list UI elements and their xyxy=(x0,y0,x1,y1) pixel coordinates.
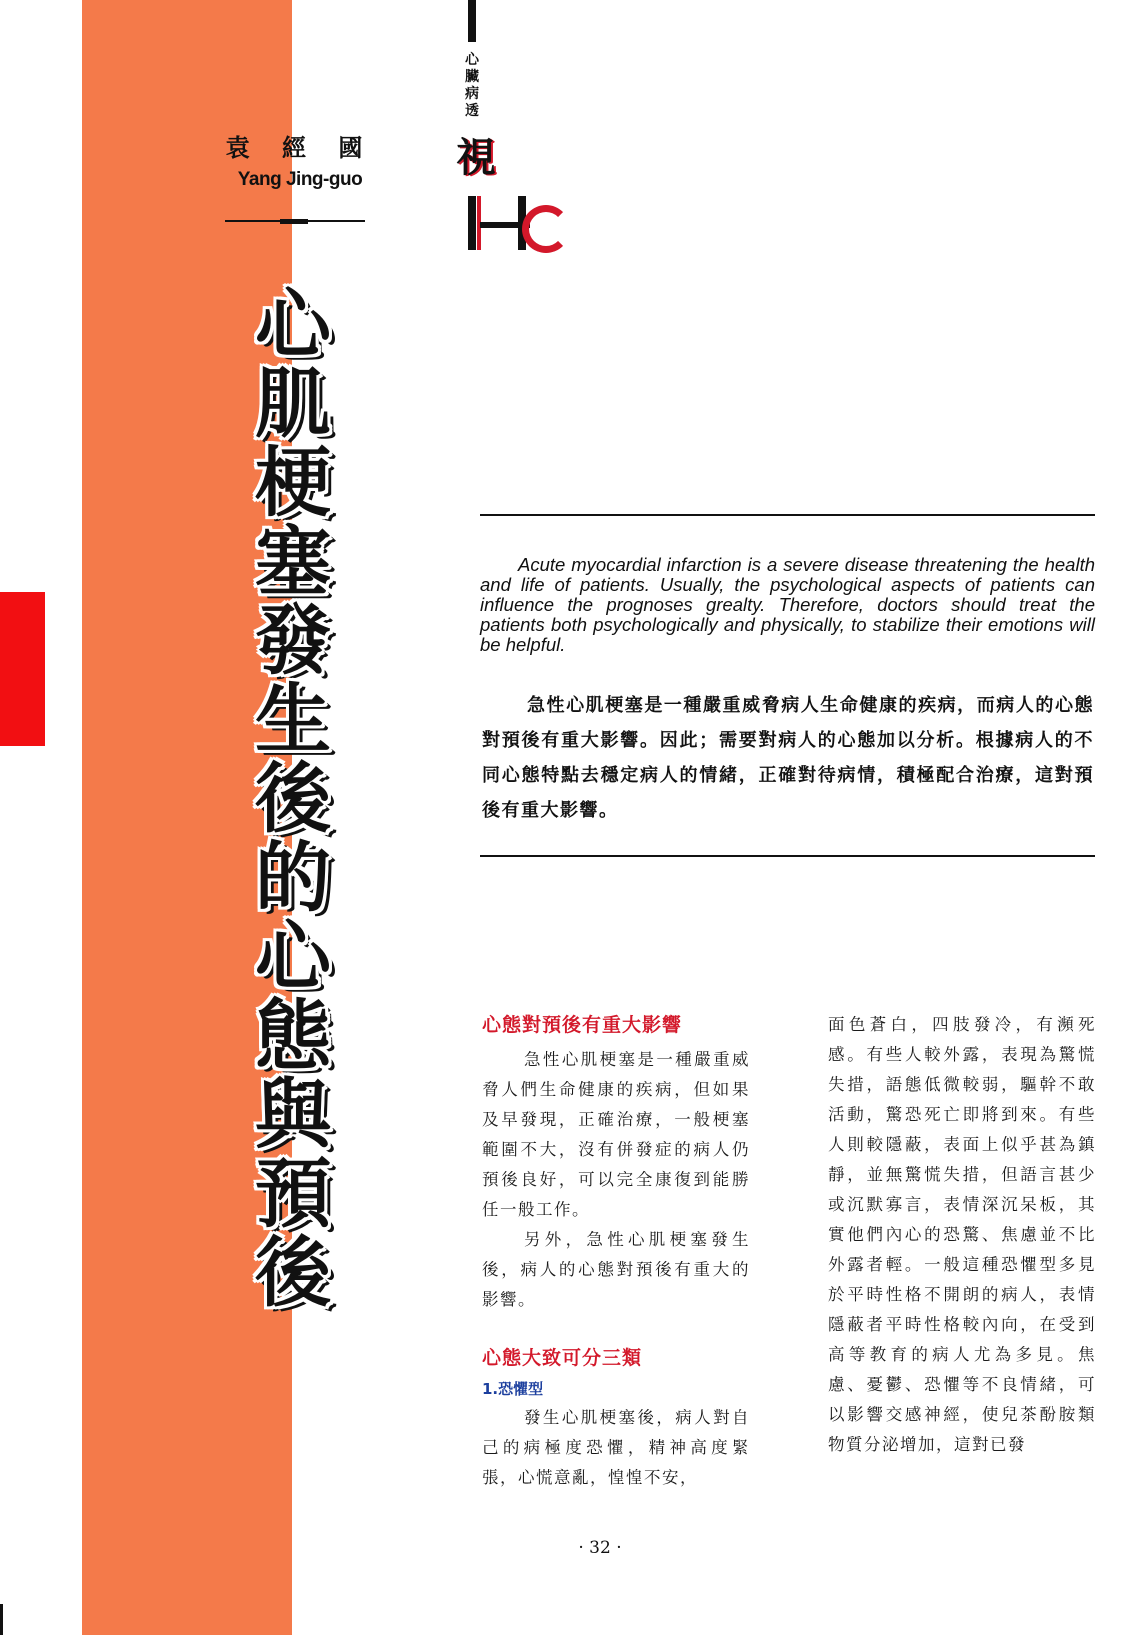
column-big-char: 視 xyxy=(456,134,496,181)
body-column-right xyxy=(828,1010,1096,1460)
title-char: 心 xyxy=(255,280,331,369)
title-char: 塞 xyxy=(255,517,331,606)
author-divider-mark xyxy=(280,219,308,224)
title-char: 與 xyxy=(255,1070,331,1159)
title-char: 後 xyxy=(255,754,331,843)
body-paragraph: 面色蒼白，四肢發冷，有瀕死感。有些人較外露，表現為驚慌失措，語態低微較弱，驅幹不敢活動，驚恐死亡即將到來。有些人則較隱蔽，表面上似乎甚為鎮靜，並無驚慌失措，但語言甚少或沉默寡言，表情深沉呆板，其實他們內心的恐驚、焦慮並不比外露者輕。一般這種恐懼型多見於平時性格不開朗的病人，表情隱蔽者平時性格較內向，在受到高等教育的病人尤為多見。焦慮、憂鬱、恐懼等不良情緒，可以影響交感神經，使兒茶酚胺類物質分泌增加，這對已發 xyxy=(828,1015,1096,1454)
title-char: 後 xyxy=(255,1228,331,1317)
title-char: 發 xyxy=(255,596,331,685)
subheading-fear-type: 1.恐懼型 xyxy=(482,1380,544,1398)
title-char: 生 xyxy=(255,675,331,764)
page-number: · 32 · xyxy=(578,1538,622,1558)
column-vertical-label: 心 臟 病 透 xyxy=(465,52,479,119)
title-char: 預 xyxy=(255,1149,331,1238)
article-title-vertical xyxy=(248,280,338,1317)
body-paragraph: 另外，急性心肌梗塞發生後，病人的心態對預後有重大的影響。 xyxy=(482,1230,750,1309)
body-column-left xyxy=(482,1010,750,1493)
abstract-chinese: 急性心肌梗塞是一種嚴重威脅病人生命健康的疾病，而病人的心態對預後有重大影響。因此；需要對病人的心態加以分析。根據病人的不同心態特點去穩定病人的情緒，正確對待病情，積極配合治療，這對預後有重大影響。 xyxy=(482,695,1094,821)
red-edge-tab xyxy=(0,592,45,746)
author-block xyxy=(225,128,375,191)
logo-letter-c-ring xyxy=(522,205,570,253)
author-name-cn: 袁 經 國 xyxy=(225,134,375,162)
title-char: 態 xyxy=(255,991,331,1080)
title-char: 心 xyxy=(255,912,331,1001)
section-heading-three-types: 心態大致可分三類 xyxy=(482,1347,643,1369)
title-char: 梗 xyxy=(255,438,331,527)
logo-letter-h-left xyxy=(468,196,476,250)
abstract-top-rule xyxy=(480,514,1095,516)
logo-bar-top xyxy=(468,0,476,42)
abstract-english: Acute myocardial infarction is a severe disease threatening the health and life of patients. Usually, the psychological aspects of patients can influence the prognoses grealty. Therefore, doctors should treat the patients both psychologically and physically, to stabilize their emotions will be helpful. xyxy=(480,554,1095,655)
abstract-bottom-rule xyxy=(480,855,1095,857)
crop-mark xyxy=(0,1604,3,1635)
title-char: 肌 xyxy=(255,359,331,448)
column-logo xyxy=(458,0,588,260)
section-heading-prognosis: 心態對預後有重大影響 xyxy=(482,1014,683,1036)
body-paragraph: 發生心肌梗塞後，病人對自己的病極度恐懼，精神高度緊張，心慌意亂，惶惶不安， xyxy=(482,1408,750,1487)
title-char: 的 xyxy=(255,833,331,922)
author-name-en: Yang Jing-guo xyxy=(237,169,363,190)
body-paragraph: 急性心肌梗塞是一種嚴重威脅人們生命健康的疾病，但如果及早發現，正確治療，一般梗塞範圍不大，沒有併發症的病人仍預後良好，可以完全康復到能勝任一般工作。 xyxy=(482,1050,750,1219)
